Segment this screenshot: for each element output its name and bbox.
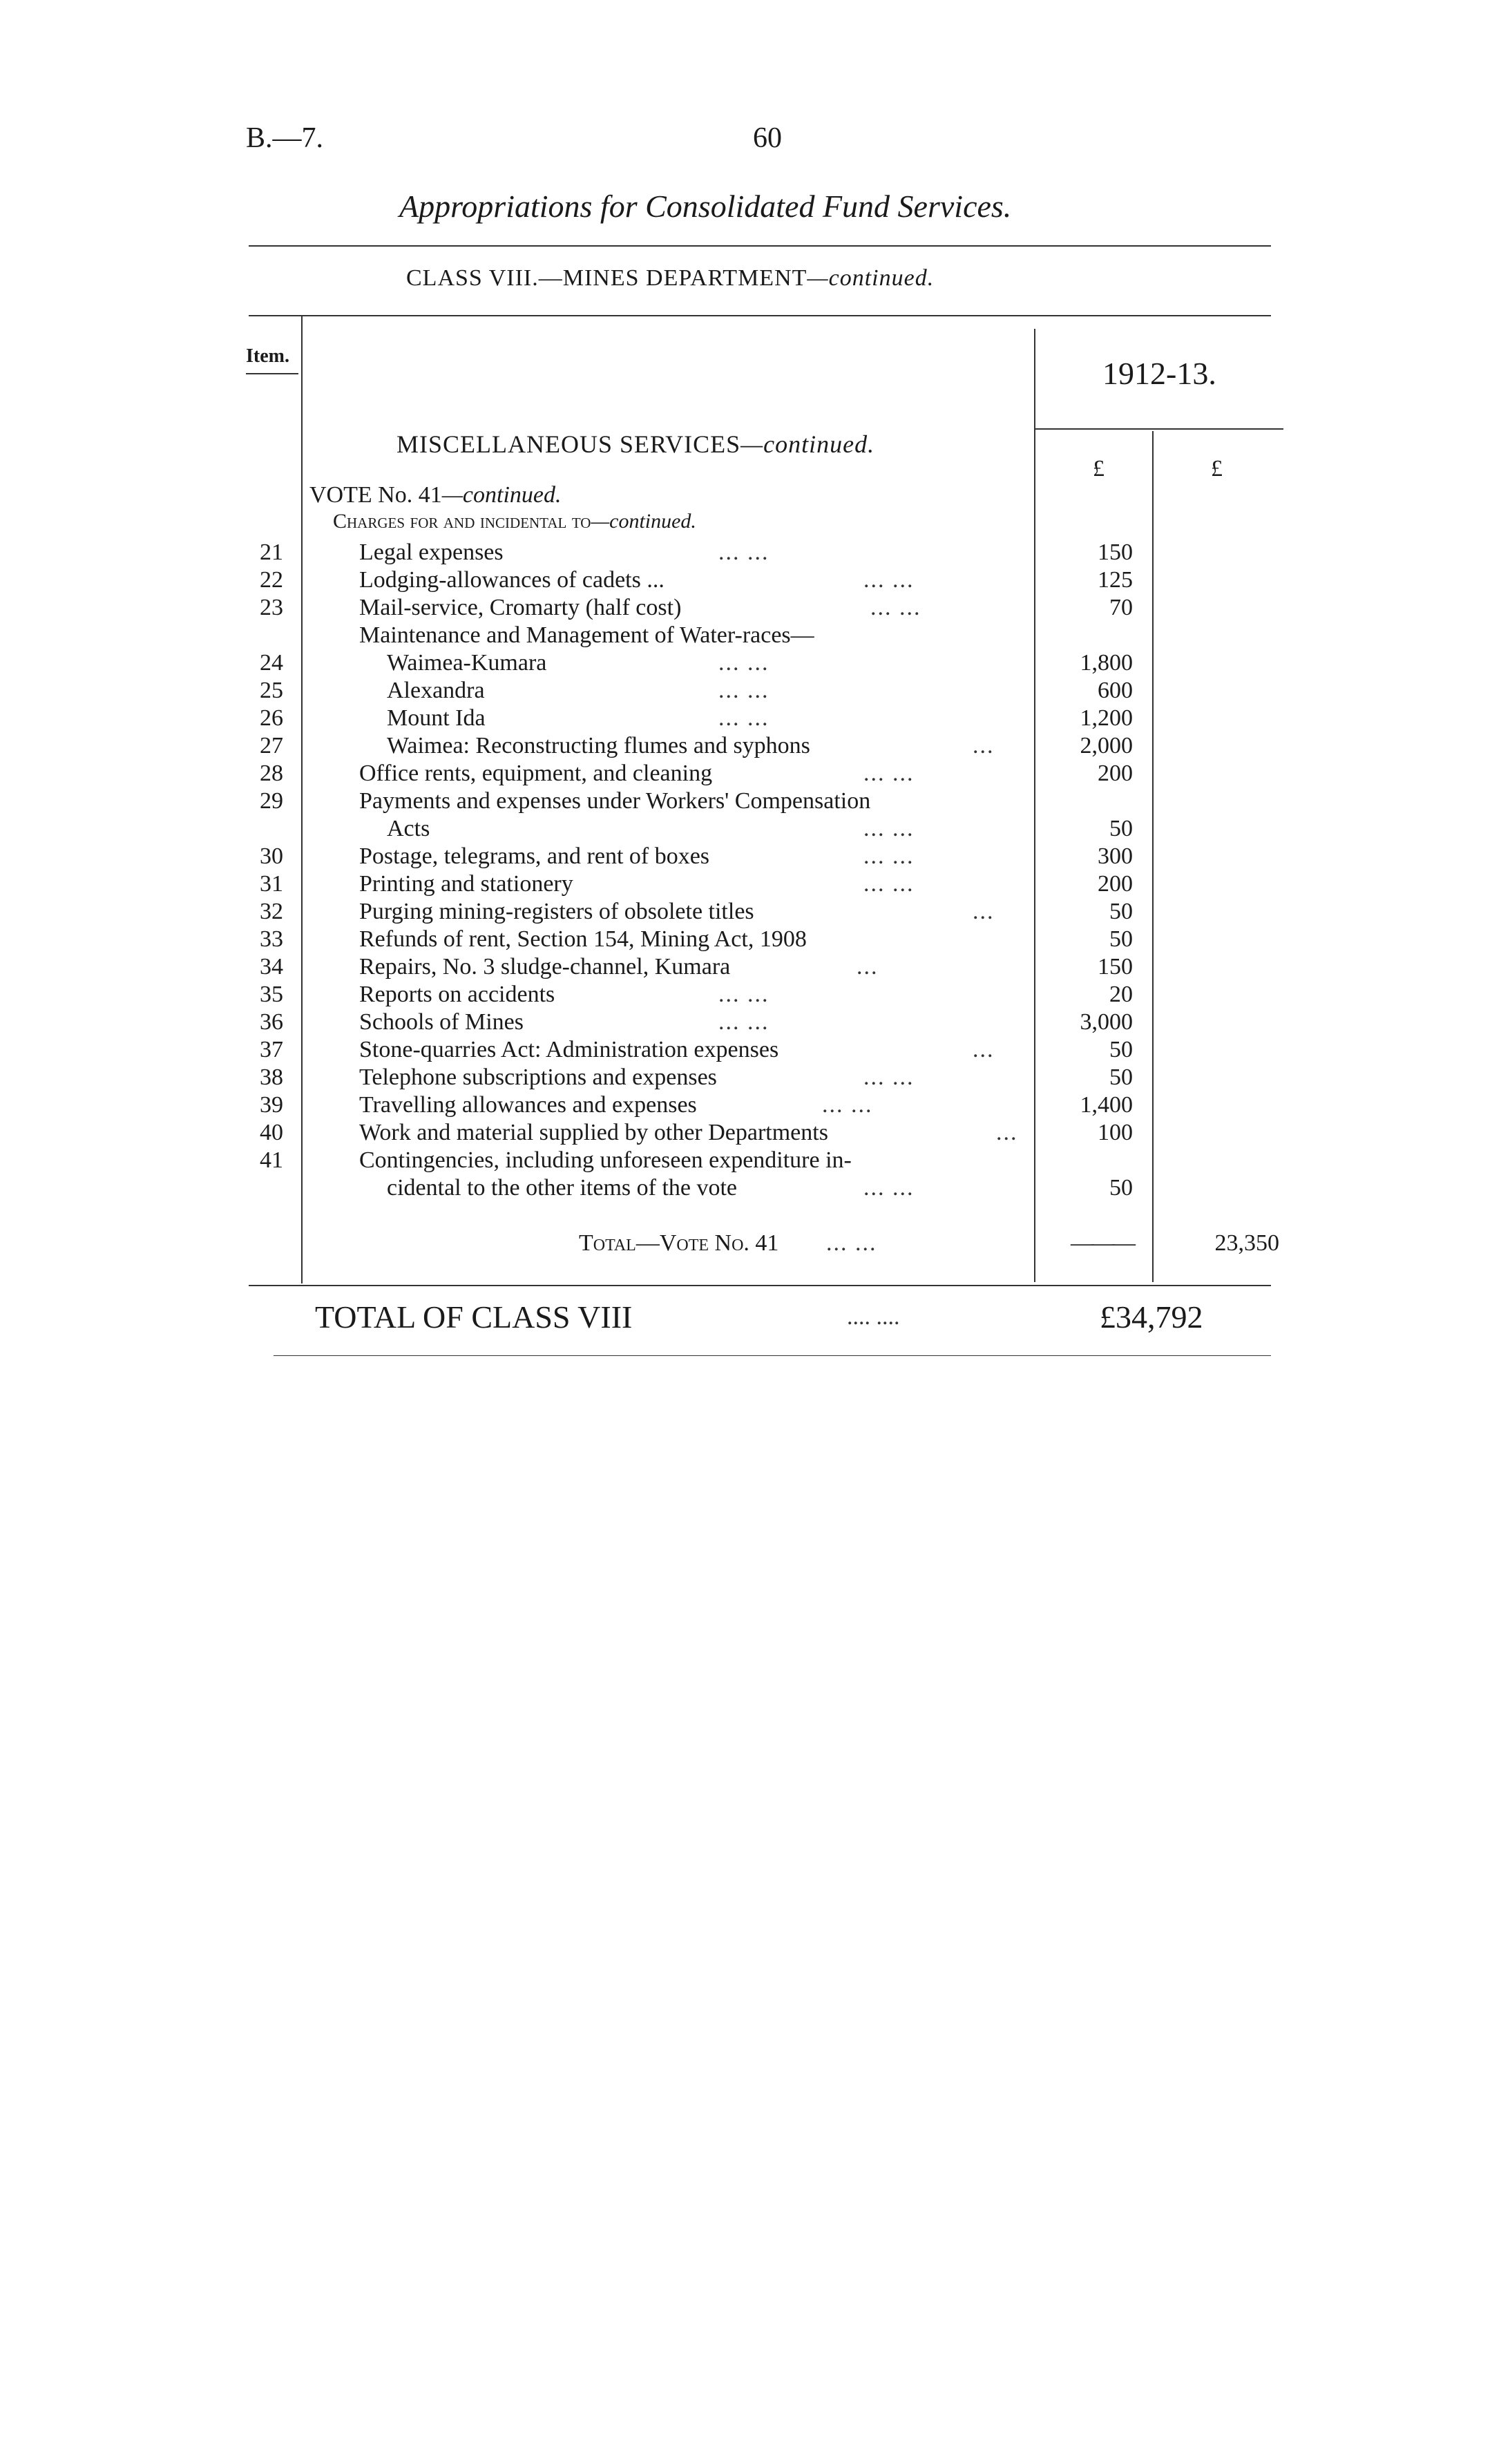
item-description: Purging mining-registers of obsolete titles	[359, 899, 754, 924]
dot-leader: ... ...	[863, 567, 915, 593]
item-amount: 100	[1098, 1120, 1133, 1145]
dot-leader: ... ...	[718, 650, 769, 676]
section-title-suffix: —continued.	[740, 430, 875, 458]
item-amount: 50	[1109, 1037, 1133, 1062]
dot-leader: ...	[973, 899, 995, 924]
maintenance-heading: Maintenance and Management of Water-races—	[359, 622, 814, 648]
item-amount: 3,000	[1080, 1009, 1133, 1035]
total-vote-row	[0, 1230, 1501, 1257]
page-ref: B.—7.	[246, 122, 324, 154]
item-number: 22	[260, 567, 283, 593]
table-row	[0, 843, 1501, 870]
item-description: Waimea: Reconstructing flumes and syphons	[387, 733, 810, 758]
dot-leader: ... ...	[863, 1175, 915, 1201]
table-row	[0, 1147, 1501, 1174]
class-heading-text: CLASS VIII.—MINES DEPARTMENT	[406, 265, 807, 291]
table-row	[0, 898, 1501, 926]
item-description: Contingencies, including unforeseen expenditure in-	[359, 1147, 852, 1173]
item-column-header: Item.	[246, 345, 289, 367]
item-amount: 50	[1109, 816, 1133, 841]
item-description: Waimea-Kumara	[387, 650, 547, 676]
dot-leader: ... ...	[718, 705, 769, 731]
item-amount: 600	[1098, 678, 1133, 703]
item-number: 40	[260, 1120, 283, 1145]
page-title: Appropriations for Consolidated Fund Services.	[399, 189, 1012, 224]
item-description: Refunds of rent, Section 154, Mining Act, 1908	[359, 926, 807, 952]
total-vote-dash: ———	[1071, 1230, 1133, 1256]
item-number: 28	[260, 761, 283, 786]
table-row	[0, 1119, 1501, 1147]
dot-leader: ... ...	[826, 1230, 877, 1256]
item-number: 41	[260, 1147, 283, 1173]
item-number: 31	[260, 871, 283, 897]
item-amount: 200	[1098, 871, 1133, 897]
charges-label-text: Charges for and incidental to	[333, 510, 591, 533]
title-rule	[249, 245, 1271, 247]
item-description: Legal expenses	[359, 539, 504, 565]
item-description-continued: Acts	[387, 816, 430, 841]
table-row	[0, 926, 1501, 953]
vote-label-suffix: —continued.	[441, 482, 562, 508]
item-header-underline	[246, 373, 298, 374]
table-row-continuation	[0, 815, 1501, 843]
item-amount: 150	[1098, 954, 1133, 980]
dot-leader: ...	[996, 1120, 1018, 1145]
item-description: Mail-service, Cromarty (half cost)	[359, 595, 682, 620]
table-row	[0, 760, 1501, 787]
table-row	[0, 539, 1501, 566]
item-description: Travelling allowances and expenses	[359, 1092, 697, 1118]
item-description: Lodging-allowances of cadets ...	[359, 567, 665, 593]
item-amount: 1,400	[1080, 1092, 1133, 1118]
table-row	[0, 787, 1501, 815]
item-number: 30	[260, 843, 283, 869]
table-row	[0, 870, 1501, 898]
item-number: 24	[260, 650, 283, 676]
item-description-continued: cidental to the other items of the vote	[387, 1175, 738, 1201]
item-number: 33	[260, 926, 283, 952]
year-header: 1912-13.	[1102, 356, 1216, 391]
dot-leader: ... ...	[718, 1009, 769, 1035]
vote-label-text: VOTE No. 41	[309, 482, 442, 508]
dot-leader: ... ...	[863, 1064, 915, 1090]
item-description: Alexandra	[387, 678, 485, 703]
item-number: 26	[260, 705, 283, 731]
item-description: Work and material supplied by other Departments	[359, 1120, 828, 1145]
item-amount: 150	[1098, 539, 1133, 565]
item-number: 25	[260, 678, 283, 703]
class-heading-suffix: —continued.	[807, 265, 935, 291]
total-vote-label: Total—Vote No. 41	[579, 1230, 779, 1256]
class-total-leader: .... ....	[847, 1304, 900, 1330]
item-description: Reports on accidents	[359, 982, 555, 1007]
dot-leader: ... ...	[863, 761, 915, 786]
class-heading	[406, 265, 934, 292]
item-description: Stone-quarries Act: Administration expenses	[359, 1037, 779, 1062]
charges-label	[333, 510, 696, 533]
dot-leader: ... ...	[863, 871, 915, 897]
class-total-amount: £34,792	[1100, 1299, 1203, 1335]
table-row	[0, 594, 1501, 622]
table-row	[0, 1036, 1501, 1064]
table-row	[0, 677, 1501, 705]
item-description: Office rents, equipment, and cleaning	[359, 761, 713, 786]
class-total-bottom-rule	[274, 1355, 1271, 1356]
section-title	[396, 430, 874, 459]
dot-leader: ... ...	[718, 982, 769, 1007]
table-row	[0, 1064, 1501, 1091]
item-amount: 50	[1109, 1175, 1133, 1201]
item-description: Schools of Mines	[359, 1009, 524, 1035]
table-row	[0, 732, 1501, 760]
item-description: Telephone subscriptions and expenses	[359, 1064, 717, 1090]
item-number: 27	[260, 733, 283, 758]
item-amount: 70	[1109, 595, 1133, 620]
item-amount: 300	[1098, 843, 1133, 869]
item-amount: 2,000	[1080, 733, 1133, 758]
item-number: 38	[260, 1064, 283, 1090]
item-amount: 125	[1098, 567, 1133, 593]
item-amount: 50	[1109, 1064, 1133, 1090]
table-row	[0, 705, 1501, 732]
item-number: 32	[260, 899, 283, 924]
dot-leader: ...	[973, 733, 995, 758]
dot-leader: ... ...	[718, 539, 769, 565]
item-number: 35	[260, 982, 283, 1007]
item-number: 36	[260, 1009, 283, 1035]
dot-leader: ...	[857, 954, 879, 980]
total-vote-amount: 23,350	[1214, 1230, 1279, 1256]
vote-label	[309, 482, 562, 508]
item-amount: 20	[1109, 982, 1133, 1007]
item-description: Printing and stationery	[359, 871, 573, 897]
item-amount: 1,800	[1080, 650, 1133, 676]
item-amount: 1,200	[1080, 705, 1133, 731]
table-row-continuation	[0, 1174, 1501, 1202]
item-number: 39	[260, 1092, 283, 1118]
class-total-label: TOTAL OF CLASS VIII	[315, 1299, 633, 1335]
item-description: Postage, telegrams, and rent of boxes	[359, 843, 710, 869]
table-row	[0, 953, 1501, 981]
item-number: 21	[260, 539, 283, 565]
charges-label-suffix: —continued.	[591, 510, 696, 533]
class-total-top-rule	[249, 1285, 1271, 1286]
table-top-rule	[249, 315, 1271, 316]
currency-symbol-2: £	[1211, 456, 1223, 481]
currency-symbol-1: £	[1093, 456, 1105, 481]
item-description: Mount Ida	[387, 705, 486, 731]
dot-leader: ... ...	[863, 843, 915, 869]
table-row	[0, 566, 1501, 594]
section-title-text: MISCELLANEOUS SERVICES	[396, 430, 741, 458]
item-number: 34	[260, 954, 283, 980]
item-number: 37	[260, 1037, 283, 1062]
item-number: 29	[260, 788, 283, 814]
item-amount: 50	[1109, 899, 1133, 924]
item-description: Payments and expenses under Workers' Compensation	[359, 788, 871, 814]
item-amount: 200	[1098, 761, 1133, 786]
table-row	[0, 1009, 1501, 1036]
table-row	[0, 649, 1501, 677]
year-header-rule	[1035, 428, 1283, 430]
table-row	[0, 981, 1501, 1009]
dot-leader: ... ...	[718, 678, 769, 703]
table-row	[0, 1091, 1501, 1119]
dot-leader: ... ...	[870, 595, 921, 620]
dot-leader: ... ...	[822, 1092, 873, 1118]
dot-leader: ...	[973, 1037, 995, 1062]
item-description: Repairs, No. 3 sludge-channel, Kumara	[359, 954, 731, 980]
item-amount: 50	[1109, 926, 1133, 952]
dot-leader: ... ...	[863, 816, 915, 841]
page-number: 60	[753, 122, 782, 154]
item-number: 23	[260, 595, 283, 620]
